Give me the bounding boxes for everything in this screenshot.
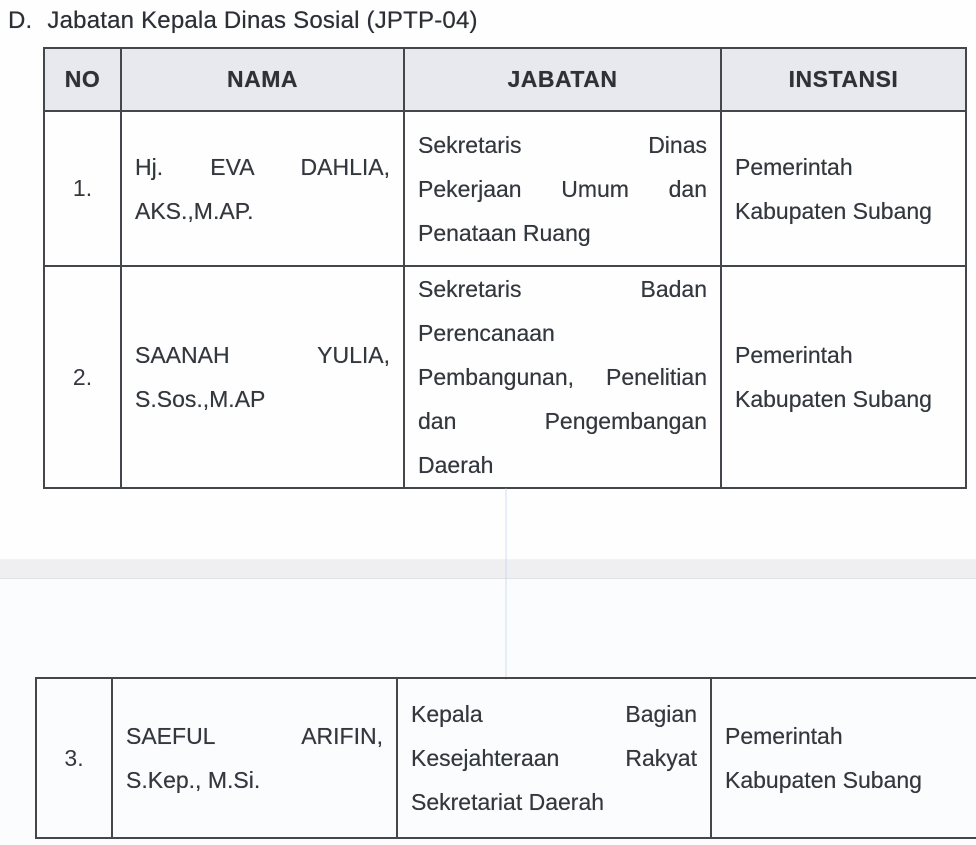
column-header-instansi: INSTANSI	[721, 48, 966, 111]
text-line: Kepala Bagian	[411, 701, 697, 727]
text-line: Daerah	[418, 452, 494, 478]
text-line: Pemerintah	[725, 723, 843, 749]
table-row	[44, 266, 966, 488]
officials-table	[43, 47, 967, 489]
section-title: Jabatan Kepala Dinas Sosial (JPTP-04)	[47, 7, 478, 34]
text-line: Sekretaris Dinas	[418, 131, 707, 158]
cell-jabatan	[404, 111, 721, 266]
text-line: Pemerintah	[735, 153, 853, 180]
cell-nama	[112, 678, 397, 838]
text-line: SAEFUL ARIFIN,	[126, 723, 383, 749]
cell-no: 3.	[36, 678, 112, 838]
text-line: Perencanaan	[418, 320, 555, 346]
page-separator-band	[0, 559, 976, 580]
scan-artifact-line	[505, 488, 507, 680]
text-line: Kesejahteraan Rakyat	[411, 745, 697, 771]
text-line: Pembangunan, Penelitian	[418, 364, 707, 390]
cell-instansi	[721, 266, 966, 488]
cell-instansi	[711, 678, 976, 838]
text-line: S.Sos.,M.AP	[135, 386, 266, 412]
cell-jabatan	[397, 678, 711, 838]
text-line: Sekretaris Badan	[418, 276, 707, 302]
text-line: SAANAH YULIA,	[135, 342, 390, 368]
column-header-nama: NAMA	[121, 48, 404, 111]
table-row	[36, 678, 976, 838]
text-line: AKS.,M.AP.	[135, 197, 254, 224]
cell-no: 2.	[44, 266, 121, 488]
cell-jabatan	[404, 266, 721, 488]
cell-instansi	[721, 111, 966, 266]
text-line: S.Kep., M.Si.	[126, 767, 261, 793]
column-header-no: NO	[44, 48, 121, 111]
cell-nama	[121, 266, 404, 488]
section-label: D.	[8, 7, 33, 34]
section-heading	[8, 6, 478, 36]
column-header-jabatan: JABATAN	[404, 48, 721, 111]
text-line: Kabupaten Subang	[725, 767, 922, 793]
cell-no: 1.	[44, 111, 121, 266]
text-line: Penataan Ruang	[418, 219, 591, 246]
table-row	[44, 111, 966, 266]
text-line: dan Pengembangan	[418, 408, 707, 434]
text-line: Sekretariat Daerah	[411, 789, 605, 815]
text-line: Kabupaten Subang	[735, 386, 932, 412]
table-header-row	[44, 48, 966, 111]
cell-nama	[121, 111, 404, 266]
text-line: Pekerjaan Umum dan	[418, 175, 707, 202]
text-line: Hj. EVA DAHLIA,	[135, 153, 390, 180]
text-line: Kabupaten Subang	[735, 197, 932, 224]
officials-table-continued	[35, 677, 976, 839]
text-line: Pemerintah	[735, 342, 853, 368]
